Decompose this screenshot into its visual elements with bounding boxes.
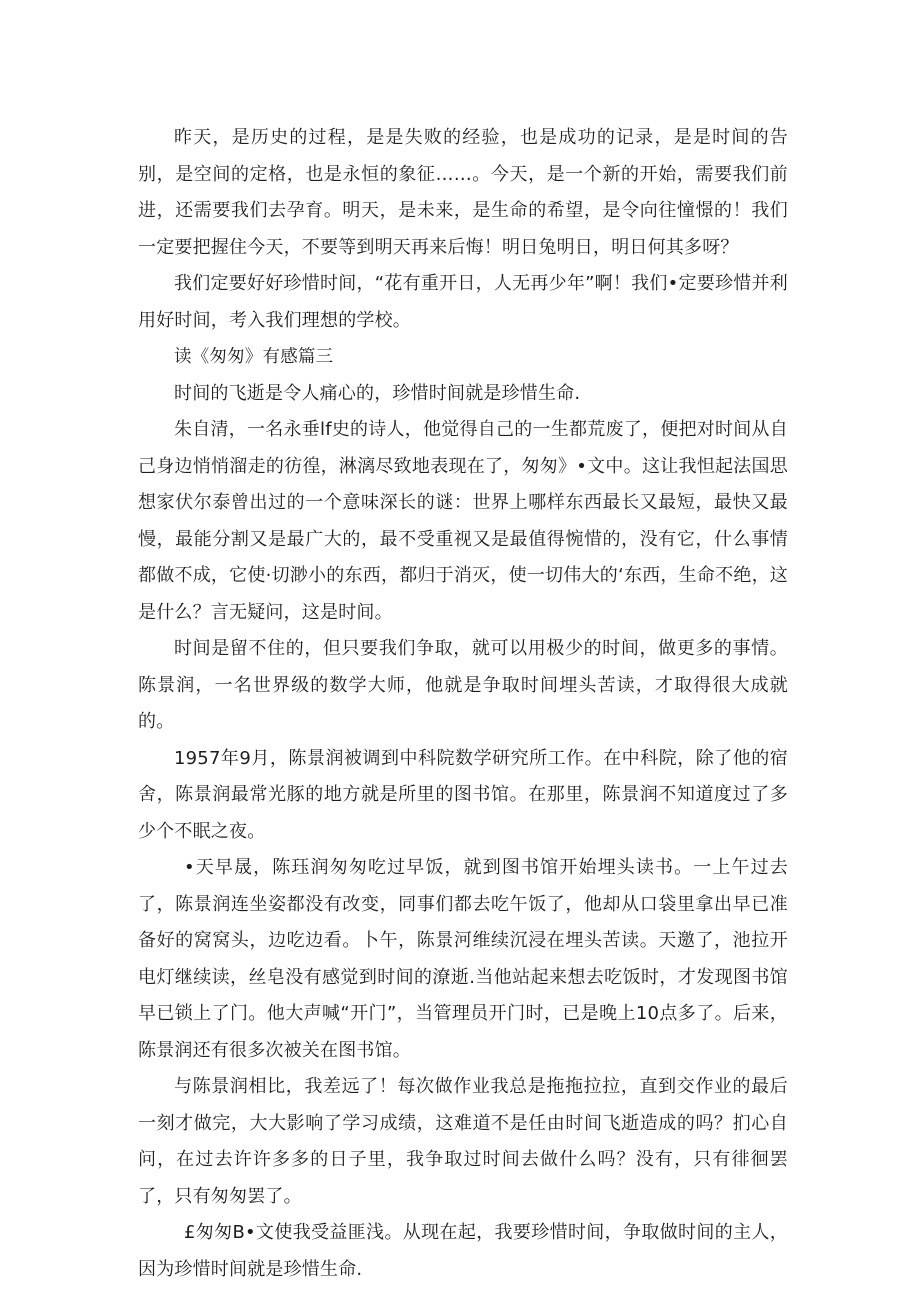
section-heading: 读《匆匆》有感篇三	[174, 347, 334, 367]
paragraph-chen-jingrun-intro: 时间是留不住的，但只要我们争取，就可以用极少的时间，做更多的事情。陈景润，一名世界级的数学大师，他就是争取时间埋头苦读，才取得很大成就的。	[138, 638, 788, 732]
paragraph-library-story: •天早晟，陈珏润匆匆吃过早饭，就到图书馆开始埋头读书。一上午过去了，陈景润连坐姿都没有改变，同事们都去吃午饭了，他却从口袋里拿出早已准备好的窝窝头，边吃边看。卜午，陈景河维续沉浸在埋头苦读。天邀了，池拉开电灯继续读，丝皂没有感觉到时间的潦逝.当他站起来想去吃饭时，才发现图书馆早已锁上了门。他大声喊“开门”，当管理员开门时，已是晚上10点多了。后来，陈景润还有很多次被关在图书馆。	[138, 857, 788, 1061]
paragraph-1957: 1957年9月，陈景润被调到中科院数学研究所工作。在中科院，除了他的宿舍，陈景润最常光豚的地方就是所里的图书馆。在那里，陈景润不知道度过了多少个不眠之夜。	[138, 747, 788, 842]
paragraph-time-passing: 时间的飞逝是令人痛心的，珍惜时间就是珍惜生命.	[174, 382, 581, 404]
paragraph-self-reflection: 与陈景润相比，我差远了！每次做作业我总是拖拖拉拉，直到交作业的最后一刻才做完，大大影响了学习成绩，这难道不是任由时间飞逝造成的吗？扪心自问，在过去许许多多的日子里，我争取过时间去做什么吗？没有，只有徘徊罢了，只有匆匆罢了。	[138, 1076, 788, 1207]
paragraph-cherish-time: 我们定要好好珍惜时间，“花有重开日，人无再少年”啊！我们•定要珍惜并利用好时间，考入我们理想的学校。	[138, 273, 788, 331]
paragraph-conclusion: £匆匆B•文使我受益匪浅。从现在起，我要珍惜时间，争取做时间的主人，因为珍惜时间就是珍惜生命.	[138, 1222, 788, 1280]
document-body	[138, 120, 788, 1288]
paragraph-yesterday-today-tomorrow: 昨天，是历史的过程，是是失败的经验，也是成功的记录，是是时间的告别，是空间的定格，也是永恒的象征……。今天，是一个新的开始，需要我们前进，还需要我们去孕育。明天，是未来，是生命的希望，是令向往憧憬的！我们一定要把握住今天，不要等到明天再来后悔！明日兔明日，明日何其多呀？	[138, 127, 788, 258]
paragraph-zhu-ziqing: 朱自清，一名永垂lf史的诗人，他觉得自己的一生都荒废了，便把对时间从自己身边悄悄溜走的彷徨，淋漓尽致地表现在了，匆匆》•文中。这让我怛起法国思想家伏尔泰曾出过的一个意味深长的谜：世界上哪样东西最长又最短，最快又最慢，最能分割又是最广大的，最不受重视又是最值得惋惜的，没有它，什么事情都做不成，它使·切渺小的东西，都归于消灭，使一切伟大的‘东西，生命不绝，这是什么？言无疑问，这是时间。	[138, 419, 788, 623]
